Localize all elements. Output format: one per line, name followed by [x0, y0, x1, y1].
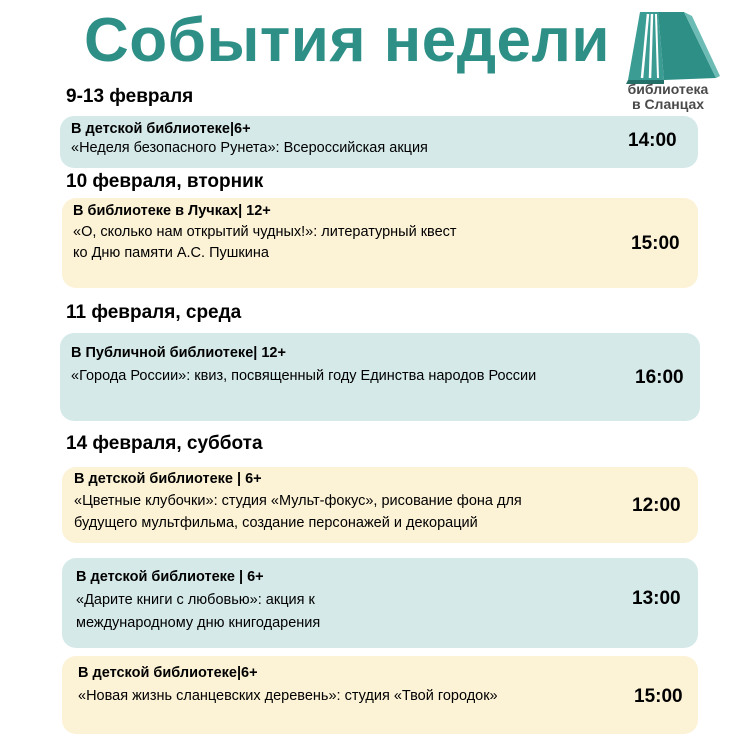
- event-place: В Публичной библиотеке| 12+: [71, 345, 286, 361]
- event-card[interactable]: [62, 558, 698, 648]
- event-time: 13:00: [632, 588, 681, 609]
- logo-text-line1: библиотека: [627, 81, 709, 97]
- event-place: В детской библиотеке|6+: [71, 121, 251, 137]
- event-time: 15:00: [631, 233, 680, 254]
- event-description-line: «О, сколько нам открытий чудных!»: литературный квест: [73, 224, 457, 240]
- event-card[interactable]: [60, 333, 700, 421]
- book-icon: [606, 6, 730, 86]
- event-time: 16:00: [635, 367, 684, 388]
- day-heading: 11 февраля, среда: [66, 302, 242, 323]
- event-place: В детской библиотеке | 6+: [76, 569, 264, 585]
- event-card[interactable]: [62, 467, 698, 543]
- event-card[interactable]: [62, 198, 698, 288]
- event-place: В детской библиотеке | 6+: [74, 471, 262, 487]
- day-heading: 10 февраля, вторник: [66, 171, 264, 192]
- day-heading: 14 февраля, суббота: [66, 433, 263, 454]
- page-title: События недели: [84, 6, 611, 75]
- event-card[interactable]: [62, 656, 698, 734]
- event-time: 15:00: [634, 686, 683, 707]
- event-time: 12:00: [632, 495, 681, 516]
- event-description-line: ко Дню памяти А.С. Пушкина: [73, 245, 269, 261]
- event-description-line: «Дарите книги с любовью»: акция к: [76, 592, 315, 608]
- event-description-line: международному дню книгодарения: [76, 615, 321, 631]
- event-description: «Новая жизнь сланцевских деревень»: студия «Твой городок»: [78, 688, 498, 704]
- event-description-line: «Цветные клубочки»: студия «Мульт-фокус», рисование фона для: [74, 493, 522, 509]
- logo-text-line2: в Сланцах: [631, 96, 705, 112]
- event-description: «Неделя безопасного Рунета»: Всероссийская акция: [71, 140, 428, 156]
- event-card[interactable]: [60, 116, 698, 168]
- library-logo: [606, 6, 730, 114]
- event-description-line: будущего мультфильма, создание персонажей и декораций: [74, 515, 478, 531]
- event-place: В детской библиотеке|6+: [78, 665, 258, 681]
- event-description: «Города России»: квиз, посвященный году Единства народов России: [71, 368, 537, 384]
- event-place: В библиотеке в Лучках| 12+: [73, 203, 271, 219]
- day-heading: 9-13 февраля: [66, 86, 194, 107]
- event-time: 14:00: [628, 130, 677, 151]
